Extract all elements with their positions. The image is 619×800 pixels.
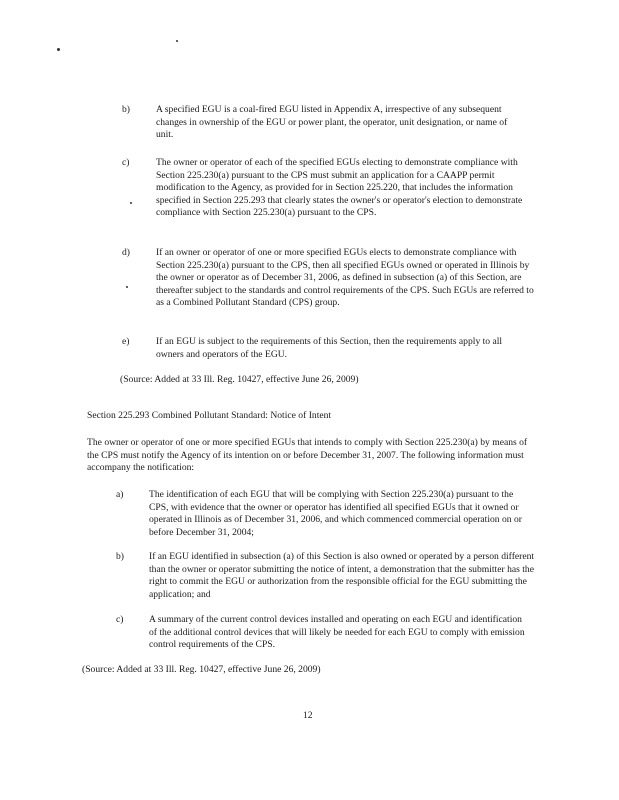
scan-speck (126, 286, 128, 288)
scan-speck (176, 40, 178, 42)
item-text: A summary of the current control devices installed and operating on each EGU and identification of the additional control devices that will likely be needed for each EGU to comply with emission control requirements of the CPS. (149, 614, 525, 651)
scan-speck (57, 48, 60, 51)
item-text: If an EGU identified in subsection (a) of this Section is also owned or operated by a person different than the owner or operator submitting the notice of intent, a demonstration that the submitter has the right to commit the EGU or authorization from the responsible official for the EGU submitting the application; and (149, 551, 535, 600)
item-label: b) (116, 551, 124, 562)
source-note: (Source: Added at 33 Ill. Reg. 10427, effective June 26, 2009) (82, 664, 321, 675)
section-intro: The owner or operator of one or more specified EGUs that intends to comply with Section 225.230(a) by means of the CPS must notify the Agency of its intention on or before December 31, 2007. The following information must accompany the notification: (87, 437, 528, 474)
item-text: A specified EGU is a coal-fired EGU listed in Appendix A, irrespective of any subsequent changes in ownership of the EGU or power plant, the operator, unit designation, or name of unit. (156, 104, 508, 141)
item-label: b) (122, 104, 130, 115)
item-text: If an EGU is subject to the requirements of this Section, then the requirements apply to all owners and operators of the EGU. (156, 336, 503, 360)
item-label: d) (122, 247, 130, 258)
item-text: If an owner or operator of one or more specified EGUs elects to demonstrate compliance with Section 225.230(a) pursuant to the CPS, then all specified EGUs owned or operated in Illinois by the owner or operator as of December 31, 2006, as defined in subsection (a) of this Section, are thereafter subject to the standards and control requirements of the CPS. Such EGUs are referred to as a Combined Pollutant Standard (CPS) group. (156, 247, 534, 309)
item-label: a) (116, 489, 124, 500)
item-label: e) (122, 336, 130, 347)
section-title: Section 225.293 Combined Pollutant Standard: Notice of Intent (87, 410, 332, 421)
scan-speck (130, 202, 132, 204)
item-label: c) (122, 157, 130, 168)
page-number: 12 (303, 710, 313, 721)
source-note: (Source: Added at 33 Ill. Reg. 10427, effective June 26, 2009) (120, 374, 359, 385)
item-text: The identification of each EGU that will be complying with Section 225.230(a) pursuant to the CPS, with evidence that the owner or operator has identified all specified EGUs that it owned or operated in Illinois as of December 31, 2006, and which commenced commercial operation on or before December 31, 2004; (149, 489, 522, 538)
item-label: c) (116, 614, 124, 625)
item-text: The owner or operator of each of the specified EGUs electing to demonstrate compliance with Section 225.230(a) pursuant to the CPS must submit an application for a CAAPP permit modification to the Agency, as provided for in Section 225.220, that includes the information specified in Section 225.293 that clearly states the owner's or operator's election to demonstrate compliance with Section 225.230(a) pursuant to the CPS. (156, 157, 523, 219)
